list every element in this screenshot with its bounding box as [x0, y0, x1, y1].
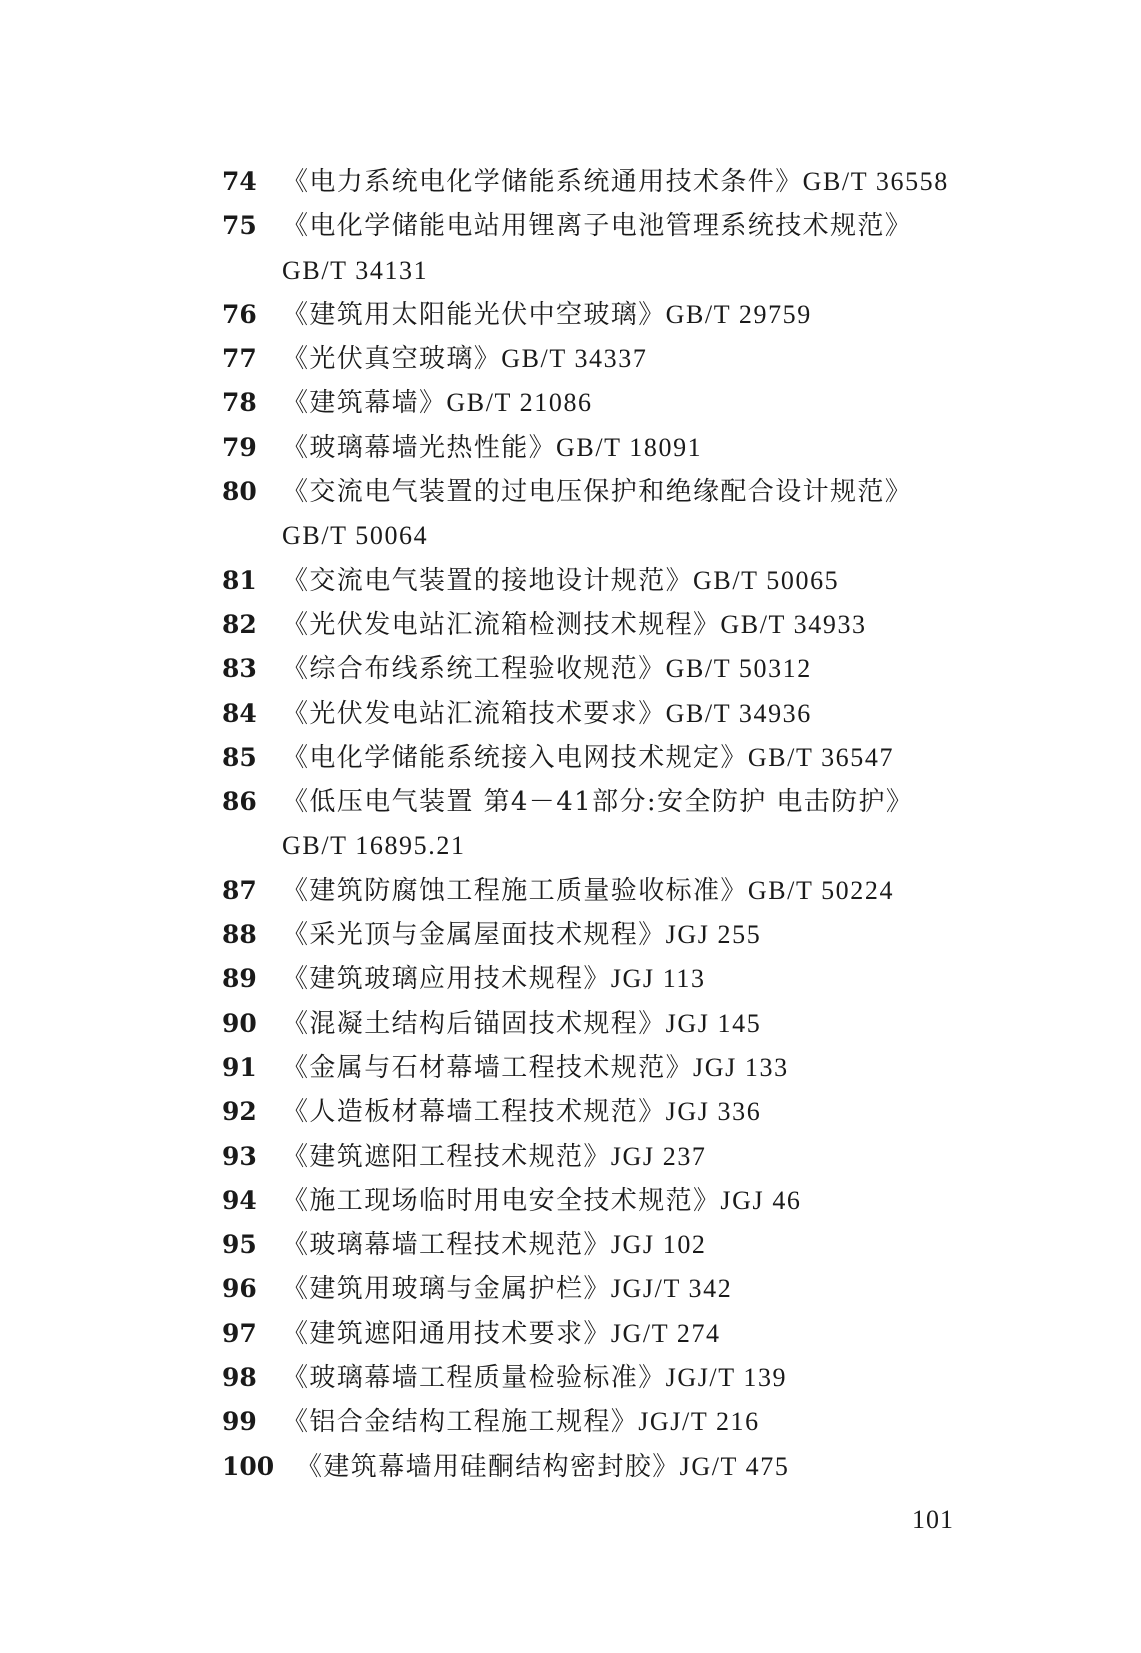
reference-item — [222, 1223, 982, 1267]
reference-code: GB/T 21086 — [446, 388, 593, 418]
reference-title: 《铝合金结构工程施工规程》 — [282, 1407, 639, 1438]
reference-code: GB/T 29759 — [665, 299, 812, 329]
reference-item — [222, 1179, 982, 1223]
reference-item — [222, 1046, 982, 1090]
reference-title: 《金属与石材幕墙工程技术规范》 — [282, 1052, 694, 1083]
reference-number: 85 — [222, 742, 257, 772]
reference-number: 75 — [222, 211, 257, 241]
reference-code: GB/T 34933 — [720, 609, 867, 639]
reference-item — [222, 470, 982, 559]
reference-title: 《交流电气装置的接地设计规范》 — [282, 565, 694, 596]
reference-number: 99 — [222, 1407, 257, 1437]
reference-item — [222, 1312, 982, 1356]
reference-item — [222, 647, 982, 691]
reference-number: 74 — [222, 167, 257, 196]
reference-code: GB/T 36547 — [747, 742, 895, 772]
reference-item — [222, 204, 982, 293]
reference-number: 76 — [222, 299, 257, 329]
reference-title: 《人造板材幕墙工程技术规范》 — [282, 1097, 666, 1128]
reference-code: GB/T 36558 — [802, 167, 949, 196]
reference-number: 83 — [222, 654, 257, 684]
reference-title: 《建筑遮阳通用技术要求》 — [282, 1318, 611, 1349]
reference-code: JGJ/T 342 — [610, 1274, 733, 1304]
reference-title: 《建筑遮阳工程技术规范》 — [282, 1141, 611, 1172]
reference-title: 《建筑幕墙用硅酮结构密封胶》 — [296, 1451, 680, 1482]
reference-item — [222, 1445, 982, 1489]
reference-title: 《玻璃幕墙工程技术规范》 — [282, 1230, 611, 1261]
reference-list — [222, 160, 982, 1489]
reference-title: 《玻璃幕墙光热性能》 — [282, 432, 557, 463]
reference-code: GB/T 34337 — [501, 344, 648, 374]
reference-code: JGJ 145 — [665, 1008, 762, 1038]
reference-item — [222, 1267, 982, 1311]
reference-code: JGJ 102 — [610, 1230, 707, 1260]
reference-title: 《光伏真空玻璃》 — [282, 344, 502, 375]
reference-item — [222, 1400, 982, 1444]
reference-number: 86 — [222, 787, 257, 817]
reference-number: 96 — [222, 1274, 257, 1304]
reference-item — [222, 736, 982, 780]
reference-code: JGJ 46 — [720, 1185, 802, 1215]
reference-number: 87 — [222, 875, 257, 905]
reference-code: JGJ/T 216 — [638, 1407, 760, 1437]
reference-item — [222, 381, 982, 425]
reference-title: 《光伏发电站汇流箱检测技术规程》 — [282, 609, 721, 640]
reference-title: 《建筑用玻璃与金属护栏》 — [282, 1274, 611, 1305]
reference-title: 《交流电气装置的过电压保护和绝缘配合设计规范》 — [282, 477, 913, 508]
reference-number: 95 — [222, 1230, 257, 1260]
reference-item — [222, 1356, 982, 1400]
reference-code: GB/T 50312 — [665, 654, 812, 684]
reference-item — [222, 692, 982, 736]
reference-number: 100 — [222, 1451, 275, 1481]
reference-number: 94 — [222, 1185, 257, 1215]
reference-item — [222, 957, 982, 1001]
reference-code: GB/T 50224 — [747, 875, 895, 905]
reference-title: 《施工现场临时用电安全技术规范》 — [282, 1185, 721, 1216]
reference-number: 78 — [222, 388, 257, 418]
reference-title: 《低压电气装置 第4－41部分:安全防护 电击防护》 — [282, 787, 914, 818]
reference-number: 98 — [222, 1363, 257, 1393]
reference-code: JGJ 133 — [693, 1052, 789, 1082]
page-number: 101 — [912, 1505, 954, 1534]
reference-title: 《电化学储能电站用锂离子电池管理系统技术规范》 — [282, 211, 913, 242]
reference-item — [222, 337, 982, 381]
reference-number: 77 — [222, 344, 257, 374]
reference-number: 81 — [222, 565, 257, 595]
reference-number: 82 — [222, 609, 257, 639]
reference-title: 《综合布线系统工程验收规范》 — [282, 654, 666, 685]
reference-number: 89 — [222, 964, 257, 994]
reference-title: 《建筑防腐蚀工程施工质量验收标准》 — [282, 875, 748, 906]
reference-number: 90 — [222, 1008, 257, 1038]
reference-title: 《建筑用太阳能光伏中空玻璃》 — [282, 299, 666, 330]
reference-item — [222, 913, 982, 957]
reference-code: JGJ 237 — [610, 1141, 707, 1171]
reference-number: 93 — [222, 1141, 257, 1171]
reference-code: GB/T 34131 — [282, 255, 429, 285]
reference-item — [222, 426, 982, 470]
reference-number: 88 — [222, 920, 257, 950]
reference-title: 《采光顶与金属屋面技术规程》 — [282, 920, 666, 951]
reference-code: JGJ 255 — [665, 920, 762, 950]
reference-code: JGJ 336 — [665, 1097, 762, 1127]
reference-number: 97 — [222, 1318, 257, 1348]
reference-title: 《电化学储能系统接入电网技术规定》 — [282, 742, 748, 773]
reference-item — [222, 1090, 982, 1134]
reference-code: JG/T 475 — [679, 1451, 790, 1481]
reference-code: GB/T 50064 — [282, 521, 429, 551]
reference-title: 《电力系统电化学储能系统通用技术条件》 — [282, 167, 803, 197]
reference-code: GB/T 50065 — [693, 565, 840, 595]
reference-title: 《混凝土结构后锚固技术规程》 — [282, 1008, 666, 1039]
reference-code: GB/T 16895.21 — [282, 831, 466, 861]
reference-item — [222, 293, 982, 337]
reference-code: JGJ/T 139 — [665, 1363, 788, 1393]
reference-item — [222, 1135, 982, 1179]
reference-title: 《建筑幕墙》 — [282, 388, 447, 419]
reference-number: 80 — [222, 477, 257, 507]
reference-item — [222, 160, 982, 204]
reference-number: 91 — [222, 1052, 257, 1082]
reference-item — [222, 1002, 982, 1046]
reference-number: 92 — [222, 1097, 257, 1127]
reference-code: GB/T 18091 — [556, 432, 703, 462]
reference-item — [222, 559, 982, 603]
reference-item — [222, 603, 982, 647]
reference-title: 《建筑玻璃应用技术规程》 — [282, 964, 611, 995]
reference-number: 84 — [222, 698, 257, 728]
reference-item — [222, 869, 982, 913]
reference-number: 79 — [222, 432, 257, 462]
reference-code: GB/T 34936 — [665, 698, 812, 728]
reference-item — [222, 780, 982, 869]
reference-title: 《玻璃幕墙工程质量检验标准》 — [282, 1363, 666, 1394]
reference-code: JGJ 113 — [610, 964, 706, 994]
reference-code: JG/T 274 — [610, 1318, 721, 1348]
reference-title: 《光伏发电站汇流箱技术要求》 — [282, 698, 666, 729]
